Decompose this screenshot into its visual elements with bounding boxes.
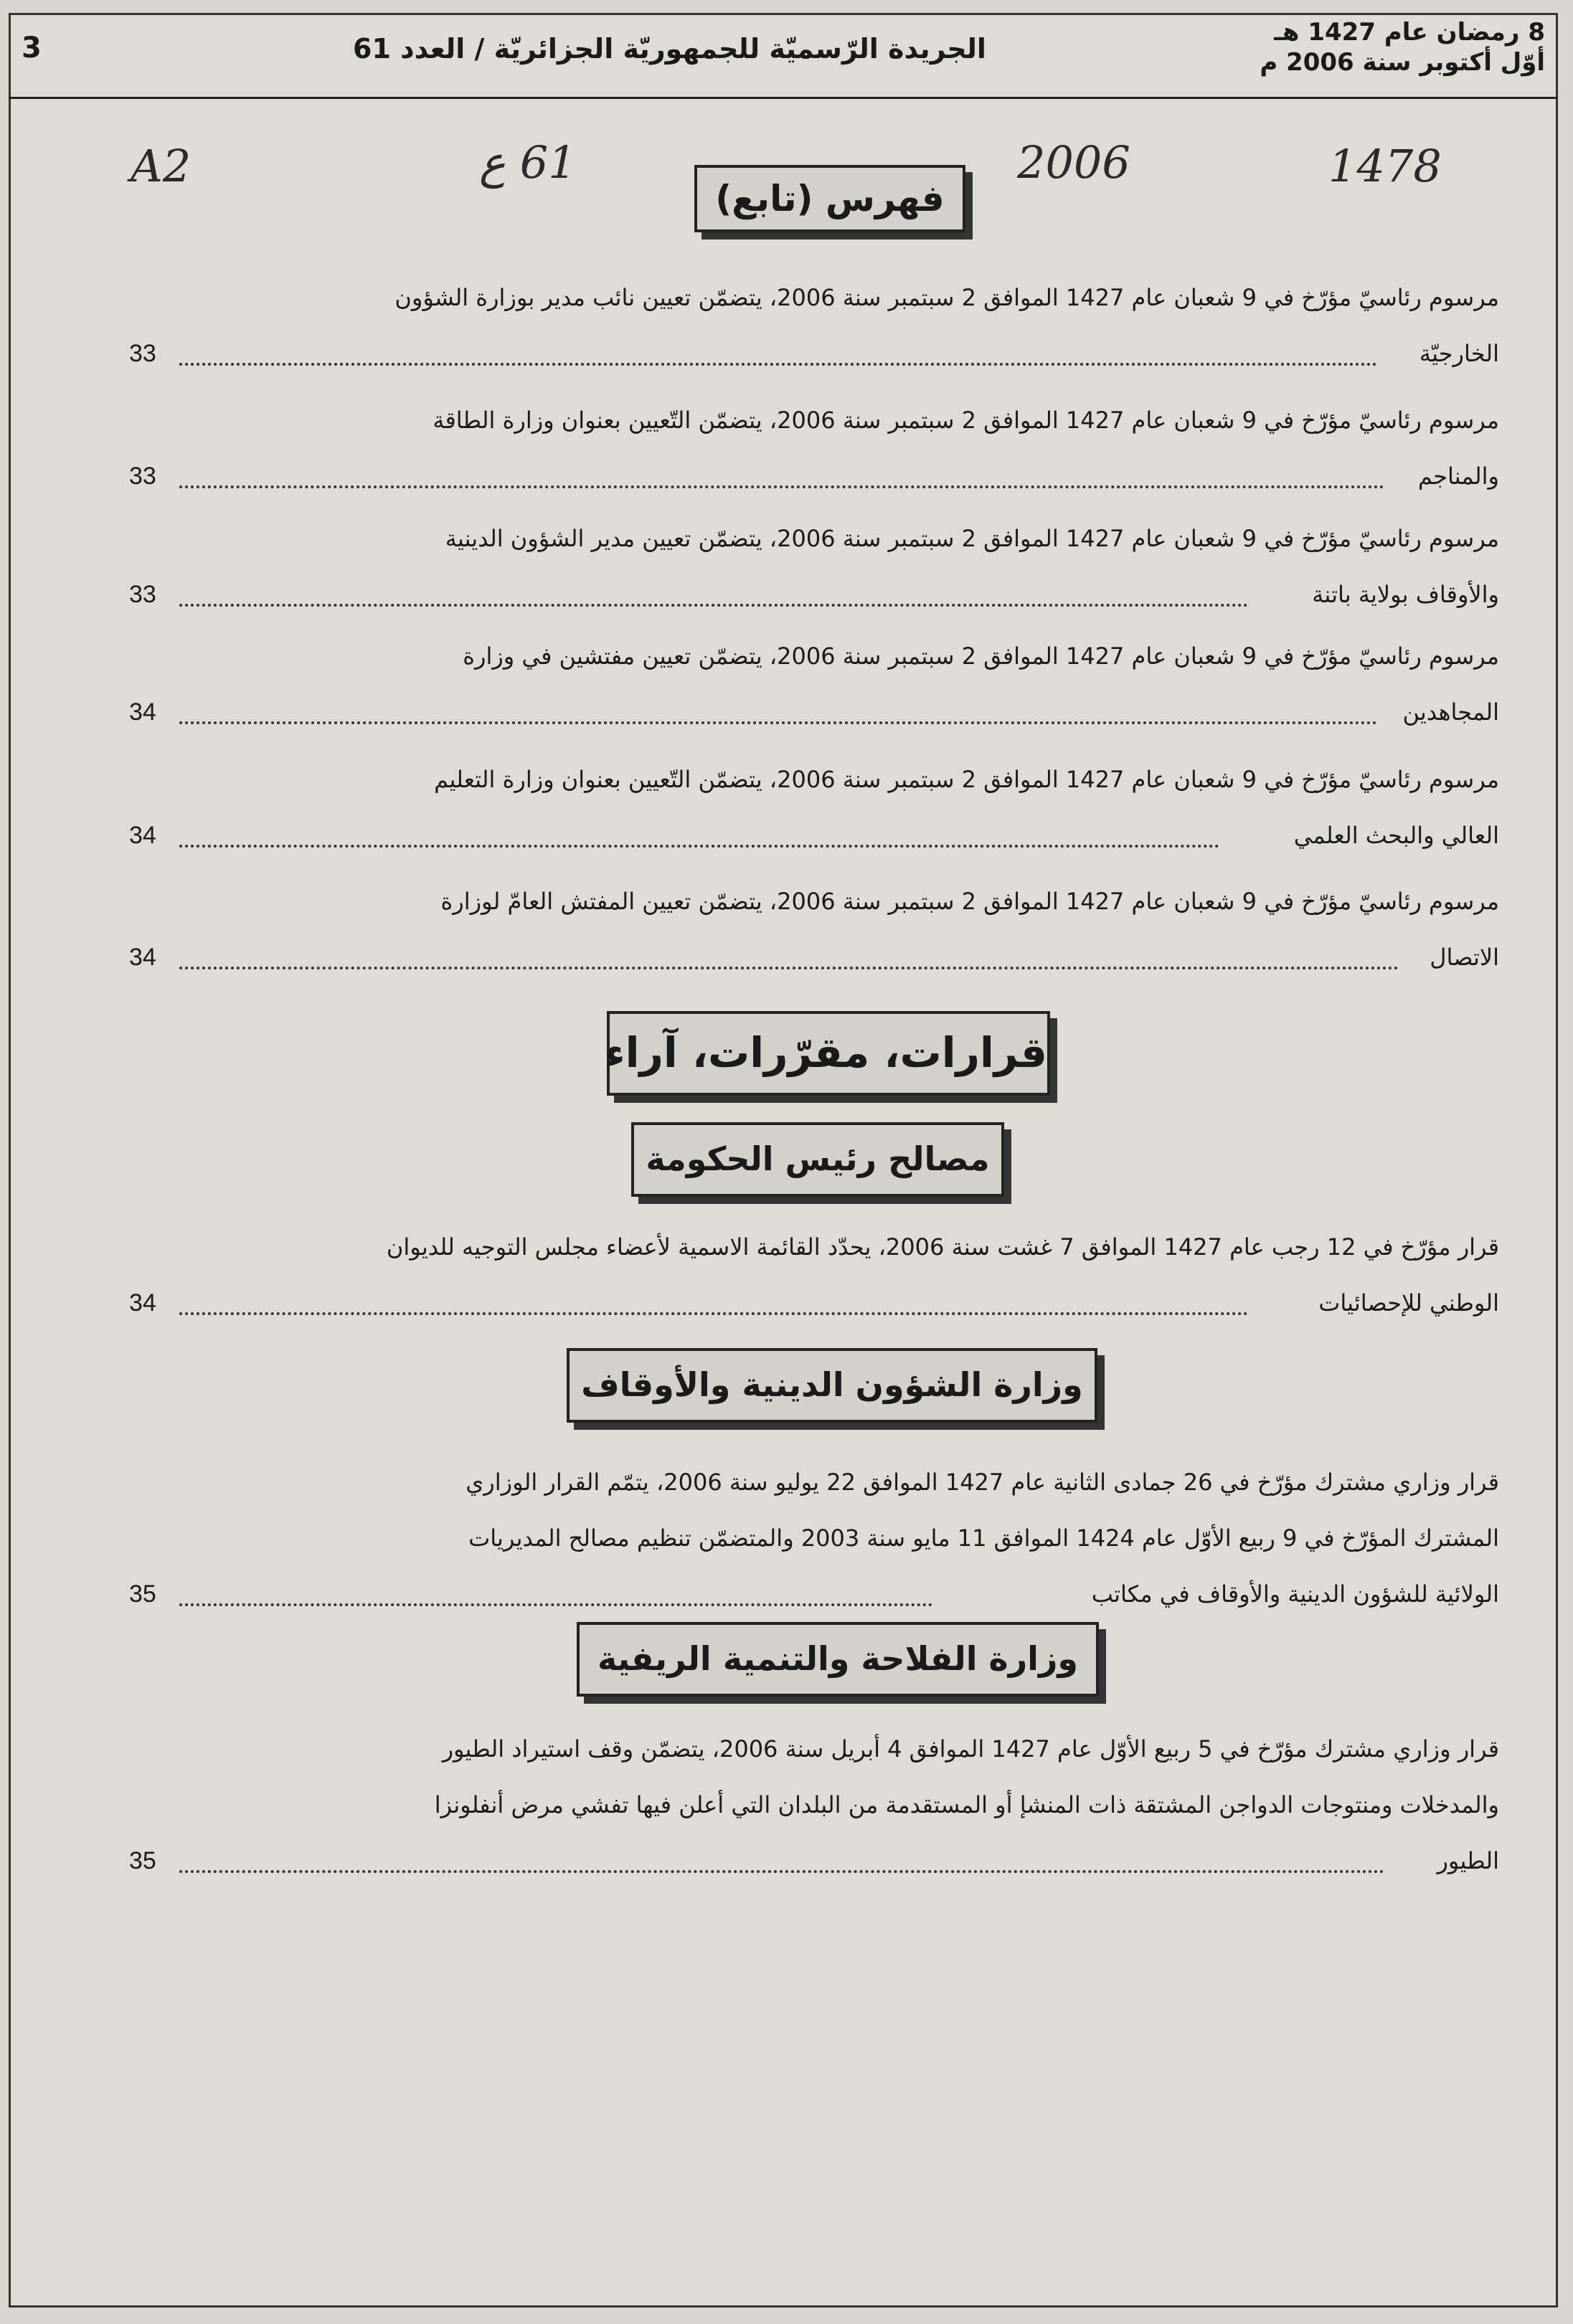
entry-line: الاتصال bbox=[1430, 944, 1499, 971]
index-heading: فهرس (تابع) bbox=[694, 165, 965, 232]
date-gregorian: أوّل أكتوبر سنة 2006 م bbox=[1260, 48, 1545, 77]
entry-line: مرسوم رئاسيّ مؤرّخ في 9 شعبان عام 1427 الموافق 2 سبتمبر سنة 2006، يتضمّن التّعيين بعنوان وزارة التعليم bbox=[434, 766, 1499, 793]
index-entry bbox=[129, 270, 1499, 381]
entry-line: والأوقاف بولاية باتنة bbox=[1312, 581, 1499, 608]
entry-page: 34 bbox=[129, 944, 156, 971]
entry-line: العالي والبحث العلمي bbox=[1293, 822, 1499, 849]
index-entry bbox=[129, 1721, 1499, 1889]
date-hijri: 8 رمضان عام 1427 هـ bbox=[1274, 18, 1545, 47]
entry-page: 33 bbox=[129, 581, 156, 608]
journal-title: الجريدة الرّسميّة للجمهوريّة الجزائريّة / العدد 61 bbox=[353, 33, 986, 65]
index-entry bbox=[129, 873, 1499, 985]
section-heading: وزارة الفلاحة والتنمية الريفية bbox=[577, 1622, 1099, 1697]
entry-line: مرسوم رئاسيّ مؤرّخ في 9 شعبان عام 1427 الموافق 2 سبتمبر سنة 2006، يتضمّن تعيين مدير الشؤون الدينية bbox=[445, 525, 1499, 552]
index-entry bbox=[129, 1454, 1499, 1622]
entry-page: 34 bbox=[129, 822, 156, 849]
handwritten-note: 1478 bbox=[1328, 140, 1442, 192]
entry-page: 34 bbox=[129, 698, 156, 726]
decisions-heading: قرارات، مقرّرات، آراء bbox=[607, 1011, 1050, 1096]
entry-line: المشترك المؤرّخ في 9 ربيع الأوّل عام 1424 الموافق 11 مايو سنة 2003 والمتضمّن تنظيم مصالح المديريات bbox=[468, 1524, 1499, 1552]
handwritten-note: 61 ع bbox=[479, 136, 577, 189]
entry-line: قرار مؤرّخ في 12 رجب عام 1427 الموافق 7 غشت سنة 2006، يحدّد القائمة الاسمية لأعضاء مجلس التوجيه للديوان bbox=[386, 1233, 1499, 1261]
entry-line: الطيور bbox=[1437, 1847, 1499, 1874]
entry-page: 35 bbox=[129, 1847, 156, 1874]
entry-line: والمدخلات ومنتوجات الدواجن المشتقة ذات المنشإ أو المستقدمة من البلدان التي أعلن فيها تفشي مرض أنفلونزا bbox=[434, 1791, 1499, 1818]
entry-line: الخارجيّة bbox=[1419, 340, 1499, 367]
entry-line: مرسوم رئاسيّ مؤرّخ في 9 شعبان عام 1427 الموافق 2 سبتمبر سنة 2006، يتضمّن التّعيين بعنوان وزارة الطاقة bbox=[433, 407, 1499, 434]
section-heading: وزارة الشؤون الدينية والأوقاف bbox=[567, 1348, 1097, 1423]
entry-page: 35 bbox=[129, 1580, 156, 1608]
index-entry bbox=[129, 628, 1499, 740]
page-number: 3 bbox=[22, 32, 42, 65]
index-entry bbox=[129, 751, 1499, 863]
section-heading: مصالح رئيس الحكومة bbox=[631, 1122, 1004, 1197]
entry-line: قرار وزاري مشترك مؤرّخ في 26 جمادى الثانية عام 1427 الموافق 22 يوليو سنة 2006، يتمّم القرار الوزاري bbox=[466, 1469, 1499, 1496]
index-entry bbox=[129, 1219, 1499, 1331]
entry-page: 33 bbox=[129, 463, 156, 490]
entry-line: الولائية للشؤون الدينية والأوقاف في مكاتب bbox=[1091, 1580, 1499, 1608]
handwritten-note: 2006 bbox=[1017, 136, 1130, 189]
page-header bbox=[9, 13, 1558, 99]
entry-line: والمناجم bbox=[1417, 463, 1499, 490]
entry-line: المجاهدين bbox=[1402, 698, 1499, 726]
entry-line: الوطني للإحصائيات bbox=[1318, 1289, 1499, 1317]
entry-line: مرسوم رئاسيّ مؤرّخ في 9 شعبان عام 1427 الموافق 2 سبتمبر سنة 2006، يتضمّن تعيين المفتش العامّ لوزارة bbox=[440, 888, 1499, 915]
entry-page: 34 bbox=[129, 1289, 156, 1317]
index-entry bbox=[129, 392, 1499, 504]
handwritten-note: A2 bbox=[131, 140, 192, 192]
entry-line: مرسوم رئاسيّ مؤرّخ في 9 شعبان عام 1427 الموافق 2 سبتمبر سنة 2006، يتضمّن تعيين نائب مدير بوزارة الشؤون bbox=[395, 284, 1499, 311]
entry-page: 33 bbox=[129, 340, 156, 367]
header-dates bbox=[1260, 17, 1545, 77]
entry-line: قرار وزاري مشترك مؤرّخ في 5 ربيع الأوّل عام 1427 الموافق 4 أبريل سنة 2006، يتضمّن وقف استيراد الطيور bbox=[442, 1735, 1499, 1763]
index-entry bbox=[129, 511, 1499, 622]
entry-line: مرسوم رئاسيّ مؤرّخ في 9 شعبان عام 1427 الموافق 2 سبتمبر سنة 2006، يتضمّن تعيين مفتشين في وزارة bbox=[463, 642, 1499, 670]
